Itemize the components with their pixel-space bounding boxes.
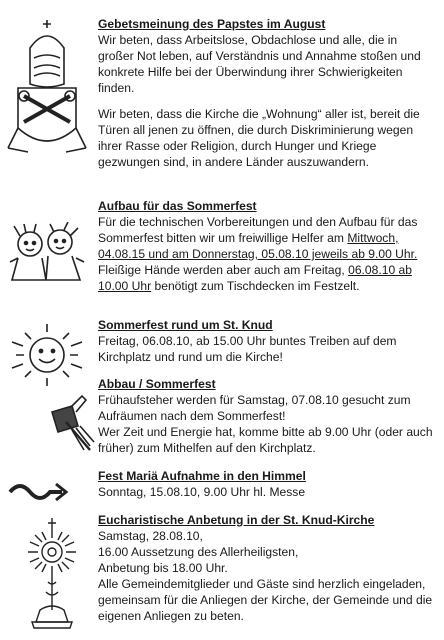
paragraph (98, 214, 436, 262)
line: Anbetung bis 18.00 Uhr. (98, 561, 228, 575)
sun-icon (8, 322, 86, 388)
paragraph (98, 262, 436, 294)
wave-arrow-icon (6, 478, 72, 506)
monstrance-icon (22, 518, 82, 634)
intro-text: Für die technischen Vorbereitungen und den Aufbau für das Sommerfest bitten wir um freiwillige Helfer am (98, 215, 418, 245)
children-icon (6, 222, 86, 284)
section-setup-summer-festival (98, 198, 436, 294)
section-eucharistic-adoration (98, 512, 436, 624)
section-title: Fest Mariä Aufnahme in den Himmel (98, 469, 306, 483)
section-prayer-intention (98, 16, 436, 170)
friday-date: 06.08.10 ab 10.00 Uhr (98, 263, 412, 293)
paragraph: Sonntag, 15.08.10, 9.00 Uhr hl. Messe (98, 485, 306, 499)
section-title: Sommerfest rund um St. Knud (98, 318, 273, 332)
setup-dates: Mittwoch, 04.08.15 und am Donnerstag, 05.08.10 jeweils ab 9.00 Uhr. (98, 231, 418, 261)
section-title: Abbau / Sommerfest (98, 377, 216, 391)
paragraph: Frühaufsteher werden für Samstag, 07.08.10 gesucht zum Aufräumen nach dem Sommerfest! (98, 393, 411, 423)
section-assumption-feast (98, 468, 436, 500)
section-teardown (98, 376, 436, 456)
section-title: Eucharistische Anbetung in der St. Knud-Kirche (98, 513, 375, 527)
dustpan-broom-icon (46, 392, 96, 454)
section-title: Aufbau für das Sommerfest (98, 199, 257, 213)
text: Fleißige Hände werden aber auch am Freitag, (98, 263, 345, 277)
paragraph: Freitag, 06.08.10, ab 15.00 Uhr buntes Treiben auf dem Kirchplatz und rund um die Kirche! (98, 334, 397, 364)
papal-coat-of-arms-icon (4, 18, 90, 158)
text: benötigt zum Tischdecken im Festzelt. (154, 279, 360, 293)
line: Samstag, 28.08.10, (98, 529, 203, 543)
line: 16.00 Aussetzung des Allerheiligsten, (98, 545, 299, 559)
paragraph: Alle Gemeindemitglieder und Gäste sind herzlich eingeladen, gemeinsam für die Anliegen der Kirche, der Gemeinde und die eigenen Anliegen zu beten. (98, 577, 433, 623)
section-title: Gebetsmeinung des Papstes im August (98, 17, 326, 31)
paragraph: Wir beten, dass Arbeitslose, Obdachlose und alle, die in großer Not leben, auf Verständnis und Annahme stoßen und konkrete Hilfe bei der Überwindung ihrer Schwierigkeiten finden. (98, 33, 421, 95)
paragraph: Wir beten, dass die Kirche die „Wohnung“ aller ist, bereit die Türen all jenen zu öffnen, die durch Diskriminierung wegen ihrer Rasse oder Religion, durch Hunger und Kriege gezwungen sind, in andere Länder auszuwandern. (98, 107, 420, 169)
section-summer-festival (98, 317, 436, 365)
paragraph: Wer Zeit und Energie hat, komme bitte ab 9.00 Uhr (oder auch früher) zum Mithelfen auf den Kirchplatz. (98, 425, 433, 455)
